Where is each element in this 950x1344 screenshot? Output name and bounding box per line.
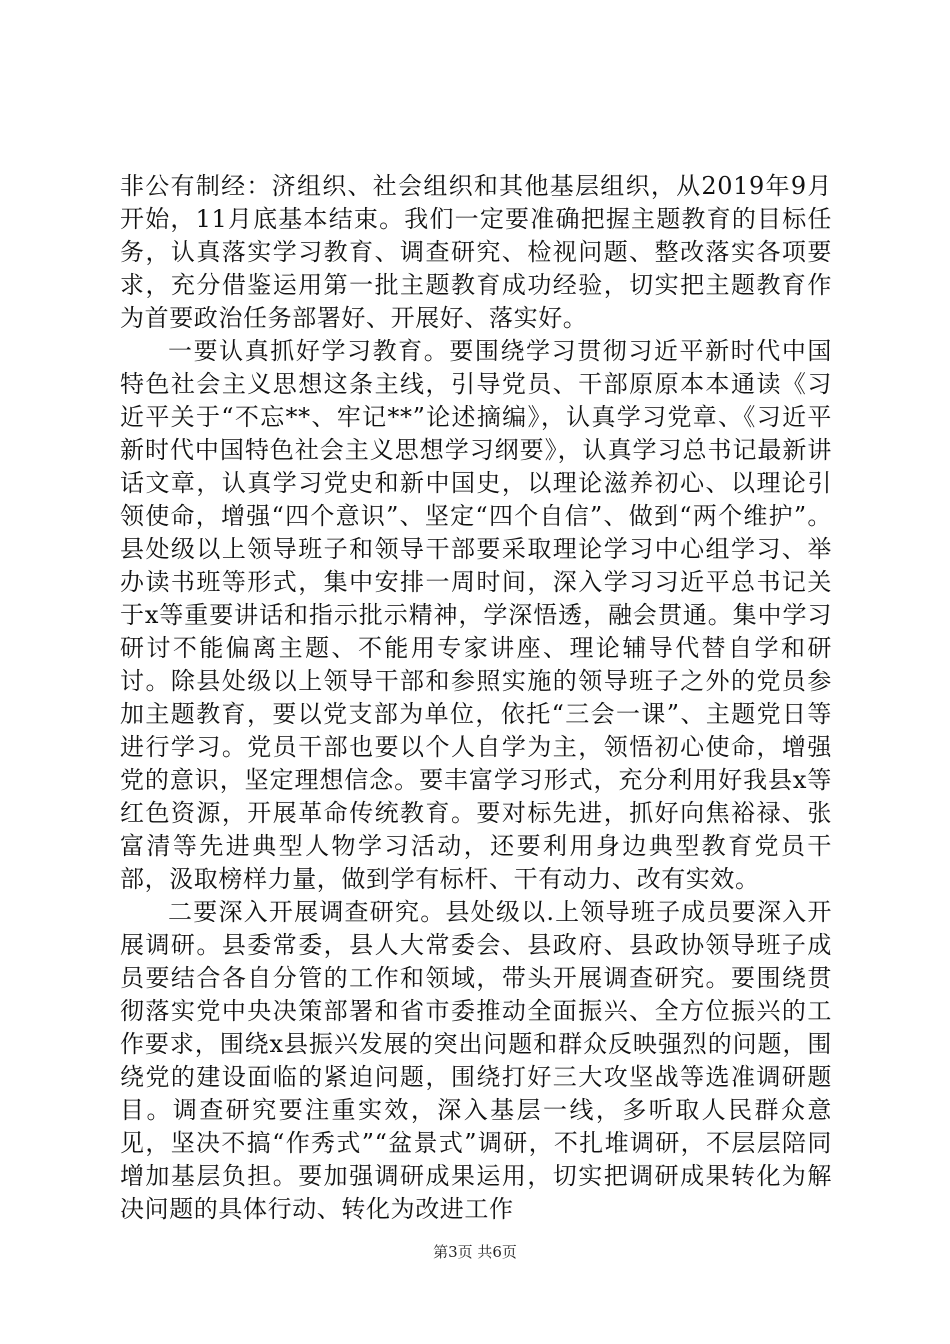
document-body [120, 170, 832, 1226]
paragraph-continuation: 非公有制经：济组织、社会组织和其他基层组织，从2019年9月开始，11月底基本结束。我们一定要准确把握主题教育的目标任务，认真落实学习教育、调查研究、检视问题、整改落实各项要求，充分借鉴运用第一批主题教育成功经验，切实把主题教育作为首要政治任务部署好、开展好、落实好。 [120, 172, 832, 332]
paragraph-investigation-research: 二要深入开展调查研究。县处级以.上领导班子成员要深入开展调研。县委常委，县人大常委会、县政府、县政协领导班子成员要结合各自分管的工作和领域，带头开展调查研究。要围绕贯彻落实党中央决策部署和省市委推动全面振兴、全方位振兴的工作要求，围绕x县振兴发展的突出问题和群众反映强烈的问题，围绕党的建设面临的紧迫问题，围绕打好三大攻坚战等选准调研题目。调查研究要注重实效，深入基层一线，多听取人民群众意见，坚决不搞“作秀式”“盆景式”调研，不扎堆调研，不层层陪同增加基层负担。要加强调研成果运用，切实把调研成果转化为解决问题的具体行动、转化为改进工作 [120, 898, 832, 1223]
page-number-footer: 第3页 共6页 [433, 1243, 517, 1261]
paragraph-study-education: 一要认真抓好学习教育。要围绕学习贯彻习近平新时代中国特色社会主义思想这条主线，引导党员、干部原原本本通读《习近平关于“不忘**、牢记**”论述摘编》，认真学习党章、《习近平新时代中国特色社会主义思想学习纲要》，认真学习总书记最新讲话文章，认真学习党史和新中国史，以理论滋养初心、以理论引领使命，增强“四个意识”、坚定“四个自信”、做到“两个维护”。县处级以上领导班子和领导干部要采取理论学习中心组学习、举办读书班等形式，集中安排一周时间，深入学习习近平总书记关于x等重要讲话和指示批示精神，学深悟透，融会贯通。集中学习研讨不能偏离主题、不能用专家讲座、理论辅导代替自学和研讨。除县处级以上领导干部和参照实施的领导班子之外的党员参加主题教育，要以党支部为单位，依托“三会一课”、主题党日等进行学习。党员干部也要以个人自学为主，领悟初心使命，增强党的意识，坚定理想信念。要丰富学习形式，充分利用好我县x等红色资源，开展革命传统教育。要对标先进，抓好向焦裕禄、张富清等先进典型人物学习活动，还要利用身边典型教育党员干部，汲取榜样力量，做到学有标杆、干有动力、改有实效。 [120, 337, 832, 893]
